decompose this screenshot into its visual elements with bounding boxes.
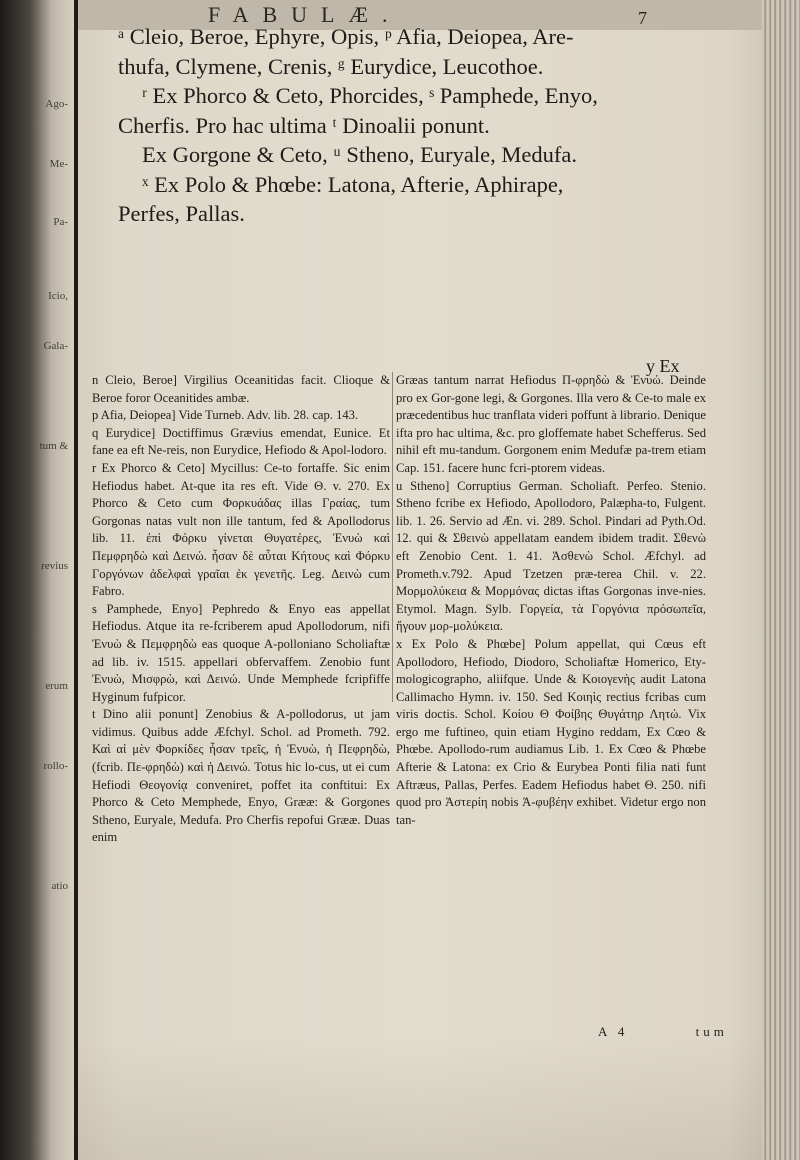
left-margin-fragment: tum & (39, 440, 68, 452)
page-shadow (78, 1040, 768, 1160)
footnote: t Dino alii ponunt] Zenobius & A-pollodorus, ut jam vidimus. Quibus adde Æfchyl. Schol. ad Prometh. 792. Καὶ αἱ μὲν Φορκίδες ἦσαν τρεῖς, ἡ Ἐνυὼ, ἡ Πεφρηδὼ, (fcrib. Πε-φρηδὼ) καὶ ἡ Δεινώ. Totus hic lo-cus, ut ei cum Hefiodi Θεογονίᾳ conveniret, poffet ita conftitui: Ex Phorco & Ceto Memphede, Enyo, Grææ: & Gorgones Stheno, Euryale, Medufa. Pro Cherfis repofui Grææ. Duas enim (92, 707, 390, 845)
footnote: s Pamphede, Enyo] Pephredo & Enyo eas appellat Hefiodus. Atque ita re-fcriberem apud Apollodorum, nifi Ἐνυὼ & Πεμφρηδὼ eas quoque A-polloniano Scholiaftæ ad lib. iv. 1515. appellari obfervaffem. Zenobio funt Ἐνυὼ, Μισφρὼ, καὶ Δεινώ. Unde Memphede fcripfiffe Hyginum fufpicor. (92, 601, 390, 704)
left-margin-fragment: erum (45, 680, 68, 692)
footnote: r Ex Phorco & Ceto] Mycillus: Ce-to fortaffe. Sic enim Hefiodus habet. At-que ita res eft. Vide Θ. v. 270. Ex Phorco & Ceto cum Φορκυάδας illas Γραίας, tum Gorgonas natas vult non ille tantum, fed & Apollodorus lib. 11. ἐπὶ Φόρκυ γίνεται Θυγατέρες, Ἐνυὼ καὶ Πεμφρηδὼ καὶ Δεινώ. ἦσαν δὲ αὗται Κήτους καὶ Φόρκυ Γοργόνων ἀδελφαὶ γραῖαι ἐκ γενετῆς. Leg. Δεινὼ cum Fabro. (92, 460, 390, 599)
catchword: tum (695, 1024, 728, 1039)
notes-right-column (396, 372, 706, 829)
adjacent-page-edge (0, 0, 74, 1160)
continuation-marker: y Ex (646, 356, 680, 376)
page-number: 7 (638, 8, 647, 28)
left-margin-fragment: Gala- (43, 340, 68, 352)
list-line: Cherfis. Pro hac ultima ᵗ Dinoalii ponunt. (118, 112, 490, 138)
footnote: p Afia, Deiopea] Vide Turneb. Adv. lib. 28. cap. 143. (92, 408, 359, 423)
left-margin-fragment: Me- (49, 158, 68, 170)
footnote: u Stheno] Corruptius German. Scholiaft. Perfeo. Stenio. Stheno fcribe ex Hefiodo, Apollodoro, Palæpha-to, Fulgent. lib. 1. 26. Servio ad Æn. vi. 289. Schol. Pindari ad Pyth.Od. 12. qui & Σθεινὼ appellatam eandem ibidem tradit. Σθενὼ eft Zenobio Cent. 1. 41. Ἀσθενὼ Schol. Æfchyl. ad Prometh.v.792. Apud Tzetzen præ-terea Chil. v. 22. Μορμολύκεια & Μορμόνας dictas iftas Gorgonas inve-nies. Etymol. Magn. Sylb. Γοργεία, τὰ Γοργόνια πρόσωπεῖα, ἤγουν μορ-μολύκεια. (396, 478, 706, 634)
book-page (78, 0, 768, 1160)
page-stack-edge (762, 0, 800, 1160)
list-line: ˣ Ex Polo & Phœbe: Latona, Afterie, Aphirape, (142, 171, 564, 197)
footnote: x Ex Polo & Phœbe] Polum appellat, qui Cœus eft Apollodoro, Hefiodo, Diodoro, Scholiaftæ Homerico, Ety-mologicographo, aliifque. Unde & Κοιογενὴς audit Latona Callimacho Hymn. iv. 150. Sed Κοιηὶς rectius fcribas cum viris doctis. Schol. Κοίου Θ Φοίβης Θυγάτηρ Λητώ. Vix ergo me fuftineo, quin etiam Hygino reddam, Ex Cœo & Phœbe. Apollodo-rum audiamus Lib. 1. Ex Cœo & Phœbe Afterie & Latona: ex Crio & Eurybea Ponti filia nati funt Aftræus, Pallas, Perfes. Eadem Hefiodus habet Θ. 250. nifi quod pro Ἀστερίη nobis Ἀ-φυβέην exhibet. Videtur ergo non tan- (396, 636, 706, 827)
list-line: Perfes, Pallas. (118, 201, 245, 226)
genealogy-list (118, 22, 718, 229)
list-line: ᵃ Cleio, Beroe, Ephyre, Opis, ᵖ Afia, Deiopea, Are- (118, 24, 574, 49)
signature-text: A 4 (598, 1024, 629, 1039)
footnote: n Cleio, Beroe] Virgilius Oceanitidas facit. Clioque & Beroe foror Oceanitides ambæ. (92, 373, 390, 405)
left-margin-fragment: Ago- (45, 98, 68, 110)
list-line: ʳ Ex Phorco & Ceto, Phorcides, ˢ Pamphede, Enyo, (142, 83, 598, 108)
list-line: Ex Gorgone & Ceto, ᵘ Stheno, Euryale, Medufa. (142, 142, 577, 167)
left-margin-fragment: Pa- (53, 216, 68, 228)
left-margin-fragment: Icio, (48, 290, 68, 302)
column-divider (392, 372, 393, 702)
running-title: FABULÆ. (208, 2, 402, 27)
left-margin-fragment: revius (41, 560, 68, 572)
signature-mark (598, 1024, 728, 1040)
list-line: thufa, Clymene, Crenis, ᵍ Eurydice, Leucothoe. (118, 53, 544, 79)
footnote: Græas tantum narrat Hefiodus Π-φρηδὼ & Ἐνυώ. Deinde pro ex Gor-gone legi, & Gorgones. Illa vero & Ce-to male ex præcedentibus huc tranflata videri poffunt à librario. Denique ifta pro hac ultima, &c. pro gloffemate habet Schefferus. Sed nihil eft mu-tandum. Gorgonem enim Medufæ pa-trem etiam Cap. 151. facere hunc fcri-ptorem videas. (396, 373, 706, 475)
notes-left-column (92, 372, 390, 847)
left-margin-fragment: rollo- (43, 760, 68, 772)
left-margin-fragment: atio (51, 880, 68, 892)
footnote: q Eurydice] Doctiffimus Grævius emendat, Eunice. Et fane ea eft Ne-reis, non Eurydice, Hefiodo & Apol-lodoro. (92, 425, 390, 458)
